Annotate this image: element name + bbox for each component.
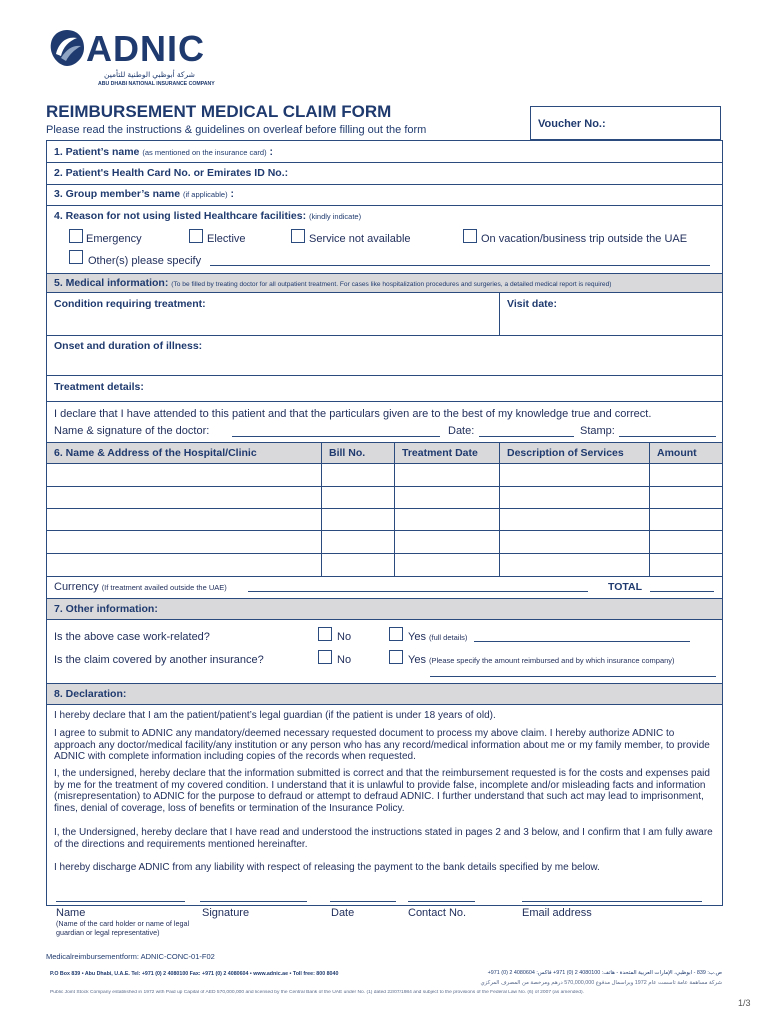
adnic-emblem-icon: [47, 28, 87, 68]
page-number: 1/3: [738, 998, 751, 1008]
currency-field[interactable]: [54, 581, 227, 593]
name-sign-line[interactable]: [56, 901, 185, 902]
reason-label: 4. Reason for not using listed Healthcare facilities:: [54, 210, 307, 222]
col-hospital: 6. Name & Address of the Hospital/Clinic: [54, 447, 257, 459]
group-member-field[interactable]: [54, 188, 234, 200]
work-related-yes-note: (full details): [429, 633, 468, 642]
group-member-label: 3. Group member’s name: [54, 188, 181, 200]
medical-heading: [54, 277, 611, 289]
table-row[interactable]: [46, 576, 723, 577]
doctor-name-line[interactable]: [232, 436, 440, 437]
reason-note: (kindly indicate): [308, 212, 362, 221]
divider: [46, 375, 723, 376]
divider: [46, 401, 723, 402]
declaration-p5: I hereby discharge ADNIC from any liability with respect of releasing the payment to the bank details specified by me below.: [54, 862, 600, 873]
sig-signature-label: Signature: [202, 907, 250, 919]
footer-legal: Public Joint Stock Company established in 1972 with Paid up Capital of AED 570,000,000 and licensed by the Central Bank of the UAE under No. (1) dated 22/07/1984 and subject to the provisions of the Federal Law No. (6) of 2007 (as amended).: [50, 990, 584, 995]
treatment-field[interactable]: Treatment details:: [54, 381, 144, 393]
brand-name: ADNIC: [86, 28, 205, 69]
total-line[interactable]: [650, 591, 714, 592]
doctor-date-line[interactable]: [479, 436, 574, 437]
footer-address: P.O Box 839 • Abu Dhabi, U.A.E. Tel: +971 (0) 2 4080100 Fax: +971 (0) 2 4080604 • www.adnic.ae • Toll free: 800 8040: [50, 971, 339, 977]
patient-name-field[interactable]: [54, 146, 273, 158]
condition-field[interactable]: Condition requiring treatment:: [54, 298, 206, 310]
medical-note: (To be filled by treating doctor for all outpatient treatment. For cases like hospitalization procedures and surgeries, a detailed medical report is required): [171, 281, 612, 288]
divider: [394, 442, 395, 576]
signature-line[interactable]: [200, 901, 307, 902]
col-description: Description of Services: [507, 447, 624, 459]
vacation-label: On vacation/business trip outside the UAE: [481, 233, 688, 245]
emergency-label: Emergency: [86, 233, 142, 245]
brand-sub: ABU DHABI NATIONAL INSURANCE COMPANY: [98, 81, 215, 87]
other-insurance-yes-label: Yes: [408, 654, 426, 666]
sig-email-label: Email address: [522, 907, 592, 919]
other-label: Other(s) please specify: [88, 255, 202, 267]
visit-date-field[interactable]: Visit date:: [507, 298, 557, 310]
form-subtitle: Please read the instructions & guidelines on overleaf before filling out the form: [46, 124, 427, 136]
sig-name-label: Name: [56, 907, 86, 919]
voucher-box[interactable]: [530, 106, 721, 140]
sig-date-label: Date: [331, 907, 355, 919]
doctor-name-label: Name & signature of the doctor:: [54, 425, 210, 437]
work-related-yes-label: Yes: [408, 631, 426, 643]
form-title: REIMBURSEMENT MEDICAL CLAIM FORM: [46, 102, 392, 121]
health-card-field[interactable]: 2. Patient's Health Card No. or Emirates ID No.:: [54, 167, 289, 179]
other-heading: 7. Other information:: [54, 603, 158, 615]
declaration-p3: I, the undersigned, hereby declare that the information submitted is correct and that the reimbursement requested is for the costs and expenses paid by me for the treatment of my covered condition. I understand that it is unlawful to provide false, incomplete and/or misleading facts and information (misrepresentation) to ADNIC for the purpose to defraud or attempt to defraud ADNIC. I further understand that such act may lead to imprisonment, fines, denial of coverage, loss of benefits or termination of the Insurance Policy.: [54, 768, 710, 814]
service-not-available-checkbox[interactable]: [291, 229, 305, 243]
doctor-date-label: Date:: [448, 425, 475, 437]
declaration-header-band: [47, 683, 722, 705]
other-insurance-yes-note: (Please specify the amount reimbursed and by which insurance company): [429, 656, 675, 665]
elective-label: Elective: [207, 233, 246, 245]
adnic-logo: [44, 26, 224, 90]
patient-name-colon: :: [269, 146, 273, 158]
declaration-heading: 8. Declaration:: [54, 688, 127, 700]
onset-field[interactable]: Onset and duration of illness:: [54, 340, 203, 352]
footer-legal-ar: شركة مساهمة عامة تأسست عام 1972 وبرأسمال مدفوع 570,000,000 درهم ومرخصة من المصرف المركزي: [480, 980, 722, 986]
declaration-p1: I hereby declare that I am the patient/patient’s legal guardian (if the patient is under 18 years of old).: [54, 710, 496, 721]
divider: [321, 442, 322, 576]
stamp-label: Stamp:: [580, 425, 615, 437]
vacation-checkbox[interactable]: [463, 229, 477, 243]
work-related-question: Is the above case work-related?: [54, 631, 210, 643]
form-code: Medicalreimbursementform: ADNIC-CONC-01-F02: [46, 952, 215, 961]
service-not-available-label: Service not available: [309, 233, 411, 245]
work-related-yes-checkbox[interactable]: [389, 627, 403, 641]
emergency-checkbox[interactable]: [69, 229, 83, 243]
patient-name-note: (as mentioned on the insurance card): [142, 148, 267, 157]
divider: [499, 293, 500, 335]
sig-name-note: (Name of the card holder or name of legal guardian or legal representative): [56, 919, 190, 937]
table-row[interactable]: [46, 508, 723, 509]
currency-label: Currency: [54, 581, 99, 593]
other-insurance-yes-field: [408, 654, 675, 666]
currency-line[interactable]: [248, 591, 588, 592]
doctor-declaration: I declare that I have attended to this patient and that the particulars given are to the best of my knowledge true and correct.: [54, 408, 652, 420]
other-specify-line[interactable]: [210, 265, 710, 266]
work-related-yes-field: [408, 631, 467, 643]
col-bill-no: Bill No.: [329, 447, 366, 459]
col-amount: Amount: [657, 447, 697, 459]
other-insurance-no-label: No: [337, 654, 352, 666]
currency-note: (If treatment availed outside the UAE): [101, 583, 227, 592]
reason-heading: [54, 210, 361, 222]
stamp-line[interactable]: [619, 436, 716, 437]
declaration-p2: I agree to submit to ADNIC any mandatory/deemed necessary requested document to process my above claim. I hereby authorize ADNIC to approach any doctor/medical facility/any institution or any person who has any record/medical information about me or my family member, to provide ADNIC with complete information including copies of the records when requested.: [54, 728, 710, 763]
footer-address-ar: ص.ب: 839 - أبوظبي، الإمارات العربية المتحدة - هاتف: 4080100 2 (0) 971+ فاكس: 4080604 2 (0) 971+: [487, 970, 722, 976]
divider: [46, 205, 723, 206]
declaration-p4: I, the Undersigned, hereby declare that I have read and understood the instructions stated in pages 2 and 3 below, and I confirm that I am fully aware of the directions and requirements mentioned hereinafter.: [54, 827, 713, 850]
other-insurance-no-checkbox[interactable]: [318, 650, 332, 664]
table-row[interactable]: [46, 486, 723, 487]
medical-label: 5. Medical information:: [54, 277, 169, 289]
elective-checkbox[interactable]: [189, 229, 203, 243]
divider: [46, 335, 723, 336]
other-insurance-question: Is the claim covered by another insurance?: [54, 654, 264, 666]
other-checkbox[interactable]: [69, 250, 83, 264]
divider: [46, 184, 723, 185]
voucher-label: Voucher No.:: [538, 118, 606, 130]
work-related-no-checkbox[interactable]: [318, 627, 332, 641]
email-sign-line[interactable]: [522, 901, 702, 902]
brand-arabic: شركة أبوظبي الوطنية للتأمين: [104, 70, 195, 79]
divider: [46, 162, 723, 163]
table-row[interactable]: [46, 530, 723, 531]
total-label: TOTAL: [608, 581, 643, 593]
work-related-no-label: No: [337, 631, 352, 643]
divider: [649, 442, 650, 576]
work-related-details-line[interactable]: [474, 641, 690, 642]
sig-contact-label: Contact No.: [408, 907, 467, 919]
other-insurance-details-line[interactable]: [430, 676, 716, 677]
group-member-note: (if applicable): [182, 190, 228, 199]
patient-name-label: 1. Patient’s name: [54, 146, 140, 158]
table-row[interactable]: [46, 553, 723, 554]
col-treatment-date: Treatment Date: [402, 447, 478, 459]
contact-sign-line[interactable]: [408, 901, 475, 902]
other-insurance-yes-checkbox[interactable]: [389, 650, 403, 664]
group-member-colon: :: [230, 188, 234, 200]
divider: [499, 442, 500, 576]
date-sign-line[interactable]: [330, 901, 396, 902]
